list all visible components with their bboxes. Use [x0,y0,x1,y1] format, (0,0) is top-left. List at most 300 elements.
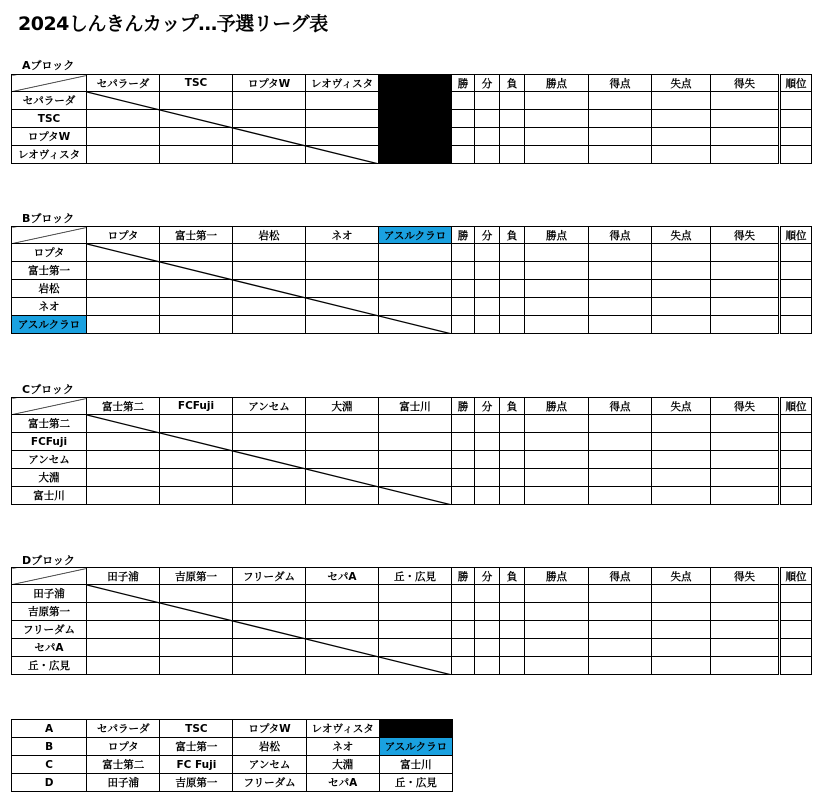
stat-cell [500,657,525,675]
team-header-cell: TSC [160,75,233,92]
team-header-cell: 田子浦 [87,568,160,585]
table-row [12,262,812,280]
team-header-cell: セパA [306,568,379,585]
stat-cell [652,469,711,487]
stat-cell [475,110,500,128]
table-row [12,110,812,128]
stat-cell [525,280,589,298]
stat-cell [652,244,711,262]
stat-cell [652,585,711,603]
summary-team-cell: 丘・広見 [379,774,452,792]
stat-header-cell: 失点 [652,227,711,244]
stat-header-cell: 分 [475,568,500,585]
table-row [12,128,812,146]
stat-header-cell: 順位 [780,398,812,415]
stat-header-cell: 得点 [589,227,652,244]
stat-cell [475,262,500,280]
stat-cell [475,585,500,603]
stat-cell [652,621,711,639]
result-cell [87,92,160,110]
stat-header-cell: 得点 [589,398,652,415]
team-header-cell: アスルクラロ [379,227,452,244]
result-cell [160,487,233,505]
stat-cell [525,110,589,128]
result-cell [160,280,233,298]
table-row [12,469,812,487]
summary-team-cell: ロプタ [87,738,160,756]
corner-diagonal-cell [12,568,87,585]
stat-cell [525,262,589,280]
result-cell [306,92,379,110]
summary-team-cell: フリーダム [233,774,306,792]
result-cell [306,487,379,505]
result-cell [233,433,306,451]
stat-cell [780,280,812,298]
result-cell [379,280,452,298]
result-cell [87,451,160,469]
stat-cell [652,639,711,657]
stat-header-cell: 負 [500,398,525,415]
stat-cell [780,433,812,451]
result-cell [160,657,233,675]
result-cell [306,280,379,298]
summary-group-label: B [12,738,87,756]
team-row-label: フリーダム [12,621,87,639]
summary-row [12,774,453,792]
stat-cell [500,110,525,128]
stat-header-cell: 勝点 [525,568,589,585]
result-cell [379,639,452,657]
result-cell [160,585,233,603]
stat-cell [475,316,500,334]
table-row [12,280,812,298]
result-cell [233,451,306,469]
result-cell [233,585,306,603]
stat-cell [475,244,500,262]
result-cell [379,298,452,316]
team-header-cell [379,75,452,92]
stat-cell [452,316,475,334]
team-header-cell: ロプタW [233,75,306,92]
stat-cell [780,603,812,621]
stat-cell [452,433,475,451]
stat-cell [589,244,652,262]
result-cell [87,110,160,128]
summary-group-label: D [12,774,87,792]
summary-team-cell: 富士第一 [160,738,233,756]
result-cell [87,585,160,603]
stat-cell [525,128,589,146]
stat-cell [780,657,812,675]
summary-group-label: A [12,720,87,738]
team-header-cell: 丘・広見 [379,568,452,585]
stat-cell [780,262,812,280]
stat-header-cell: 得失 [711,568,780,585]
result-cell [306,621,379,639]
stat-header-cell: 分 [475,227,500,244]
stat-cell [780,487,812,505]
team-row-label: 富士第二 [12,415,87,433]
stat-header-cell: 分 [475,398,500,415]
result-cell [233,657,306,675]
summary-team-cell: セパラーダ [87,720,160,738]
block-c-label: Cブロック [22,383,74,396]
result-cell [306,128,379,146]
team-row-label: 丘・広見 [12,657,87,675]
stat-cell [780,110,812,128]
summary-team-cell: ネオ [306,738,379,756]
team-row-label: 田子浦 [12,585,87,603]
summary-row [12,738,453,756]
result-cell [160,262,233,280]
stat-cell [452,585,475,603]
team-header-cell: ロプタ [87,227,160,244]
summary-team-cell: 岩松 [233,738,306,756]
result-cell [379,603,452,621]
team-header-cell: セパラーダ [87,75,160,92]
result-cell [306,585,379,603]
stat-header-cell: 勝点 [525,227,589,244]
table-row [12,146,812,164]
stat-cell [589,110,652,128]
result-cell [87,298,160,316]
block-c-table [11,397,812,505]
stat-cell [525,451,589,469]
summary-row [12,756,453,774]
stat-cell [525,621,589,639]
stat-cell [711,316,780,334]
table-row [12,585,812,603]
block-d-table [11,567,812,675]
team-header-cell: 岩松 [233,227,306,244]
stat-cell [525,316,589,334]
summary-team-cell: TSC [160,720,233,738]
stat-cell [452,262,475,280]
stat-cell [711,262,780,280]
result-cell [160,451,233,469]
stat-cell [525,92,589,110]
result-cell [160,146,233,164]
stat-cell [589,657,652,675]
result-cell [87,146,160,164]
result-cell [306,415,379,433]
result-cell [87,657,160,675]
stat-cell [525,415,589,433]
stat-cell [652,92,711,110]
result-cell [379,316,452,334]
stat-cell [652,298,711,316]
table-row [12,244,812,262]
result-cell [379,92,452,110]
stat-cell [711,487,780,505]
stat-header-cell: 負 [500,568,525,585]
stat-cell [589,316,652,334]
result-cell [160,469,233,487]
stat-cell [525,146,589,164]
stat-cell [500,92,525,110]
stat-cell [475,128,500,146]
header-row [12,568,812,585]
stat-cell [589,451,652,469]
stat-cell [711,146,780,164]
table-row [12,451,812,469]
stat-cell [652,110,711,128]
summary-team-cell: 吉原第一 [160,774,233,792]
team-row-label: ネオ [12,298,87,316]
stat-header-cell: 負 [500,227,525,244]
stat-cell [452,146,475,164]
result-cell [233,262,306,280]
team-row-label: 大淵 [12,469,87,487]
team-row-label: アスルクラロ [12,316,87,334]
stat-cell [589,487,652,505]
table-row [12,433,812,451]
stat-cell [711,639,780,657]
result-cell [160,128,233,146]
stat-cell [652,128,711,146]
stat-cell [452,244,475,262]
stat-header-cell: 得失 [711,75,780,92]
stat-cell [475,451,500,469]
stat-header-cell: 失点 [652,75,711,92]
header-row [12,398,812,415]
result-cell [233,298,306,316]
team-header-cell: 吉原第一 [160,568,233,585]
stat-cell [452,92,475,110]
stat-cell [589,298,652,316]
stat-cell [780,316,812,334]
stat-cell [711,244,780,262]
team-header-cell: ネオ [306,227,379,244]
stat-cell [452,469,475,487]
team-row-label: 富士川 [12,487,87,505]
stat-header-cell: 勝点 [525,398,589,415]
stat-cell [711,280,780,298]
stat-cell [452,487,475,505]
result-cell [306,244,379,262]
stat-cell [780,415,812,433]
stat-cell [780,451,812,469]
result-cell [306,469,379,487]
stat-cell [500,603,525,621]
stat-header-cell: 得点 [589,75,652,92]
team-row-label: 岩松 [12,280,87,298]
result-cell [87,603,160,621]
stat-cell [475,415,500,433]
stat-cell [475,639,500,657]
stat-cell [652,280,711,298]
summary-team-cell [379,720,452,738]
stat-cell [452,128,475,146]
stat-cell [589,585,652,603]
stat-cell [475,621,500,639]
table-row [12,415,812,433]
stat-header-cell: 失点 [652,568,711,585]
result-cell [160,244,233,262]
stat-cell [652,487,711,505]
stat-header-cell: 負 [500,75,525,92]
stat-cell [452,415,475,433]
result-cell [306,316,379,334]
stat-cell [500,621,525,639]
stat-cell [525,585,589,603]
stat-header-cell: 勝 [452,227,475,244]
summary-team-cell: 田子浦 [87,774,160,792]
result-cell [379,244,452,262]
result-cell [87,128,160,146]
stat-cell [711,92,780,110]
stat-header-cell: 勝 [452,75,475,92]
table-row [12,487,812,505]
result-cell [306,603,379,621]
stat-cell [652,146,711,164]
team-row-label: ロプタ [12,244,87,262]
table-row [12,316,812,334]
table-row [12,657,812,675]
result-cell [306,639,379,657]
team-header-cell: フリーダム [233,568,306,585]
stat-cell [500,128,525,146]
stat-cell [500,280,525,298]
result-cell [160,110,233,128]
result-cell [233,487,306,505]
stat-cell [589,469,652,487]
result-cell [379,585,452,603]
stat-cell [452,110,475,128]
stat-header-cell: 順位 [780,75,812,92]
stat-cell [475,487,500,505]
team-header-cell: アンセム [233,398,306,415]
stat-cell [500,469,525,487]
stat-header-cell: 失点 [652,398,711,415]
stat-cell [589,621,652,639]
stat-cell [589,280,652,298]
team-row-label: アンセム [12,451,87,469]
stat-cell [780,298,812,316]
summary-table [11,719,453,792]
corner-diagonal-cell [12,398,87,415]
result-cell [160,603,233,621]
result-cell [233,280,306,298]
table-row [12,92,812,110]
stat-cell [780,244,812,262]
result-cell [87,621,160,639]
stat-cell [711,128,780,146]
stat-cell [711,603,780,621]
summary-team-cell: 富士川 [379,756,452,774]
result-cell [306,451,379,469]
table-row [12,621,812,639]
result-cell [233,603,306,621]
result-cell [87,262,160,280]
summary-team-cell: FC Fuji [160,756,233,774]
stat-cell [589,433,652,451]
stat-cell [652,262,711,280]
stat-cell [475,433,500,451]
stat-cell [652,433,711,451]
result-cell [233,146,306,164]
team-header-cell: FCFuji [160,398,233,415]
block-a-table [11,74,812,164]
stat-header-cell: 分 [475,75,500,92]
result-cell [306,146,379,164]
result-cell [379,110,452,128]
stat-cell [652,657,711,675]
stat-cell [475,657,500,675]
result-cell [379,469,452,487]
result-cell [87,244,160,262]
stat-cell [452,657,475,675]
stat-cell [500,487,525,505]
result-cell [160,415,233,433]
summary-row [12,720,453,738]
stat-cell [711,621,780,639]
stat-cell [475,280,500,298]
result-cell [87,280,160,298]
stat-cell [780,128,812,146]
block-b-table [11,226,812,334]
result-cell [306,110,379,128]
stat-cell [452,621,475,639]
result-cell [379,451,452,469]
result-cell [379,657,452,675]
stat-cell [525,639,589,657]
stat-cell [652,451,711,469]
table-row [12,603,812,621]
team-row-label: 富士第一 [12,262,87,280]
table-row [12,298,812,316]
result-cell [379,415,452,433]
result-cell [233,316,306,334]
stat-cell [525,469,589,487]
result-cell [233,128,306,146]
result-cell [379,146,452,164]
stat-cell [500,298,525,316]
team-row-label: FCFuji [12,433,87,451]
result-cell [233,415,306,433]
stat-cell [500,451,525,469]
stat-cell [711,415,780,433]
team-row-label: セパラーダ [12,92,87,110]
block-a-label: Aブロック [22,59,75,72]
team-header-cell: 富士第二 [87,398,160,415]
stat-cell [711,110,780,128]
result-cell [379,128,452,146]
stat-cell [500,262,525,280]
result-cell [87,415,160,433]
result-cell [233,621,306,639]
header-row [12,227,812,244]
stat-cell [475,92,500,110]
stat-cell [475,603,500,621]
team-row-label: セパA [12,639,87,657]
stat-cell [500,146,525,164]
summary-team-cell: セパA [306,774,379,792]
stat-cell [589,639,652,657]
stat-cell [711,585,780,603]
stat-cell [652,415,711,433]
stat-cell [452,639,475,657]
stat-header-cell: 勝 [452,568,475,585]
stat-header-cell: 順位 [780,227,812,244]
stat-cell [711,451,780,469]
stat-header-cell: 勝点 [525,75,589,92]
result-cell [87,316,160,334]
result-cell [306,262,379,280]
stat-cell [500,639,525,657]
block-d-label: Dブロック [22,554,75,567]
summary-team-cell: アンセム [233,756,306,774]
